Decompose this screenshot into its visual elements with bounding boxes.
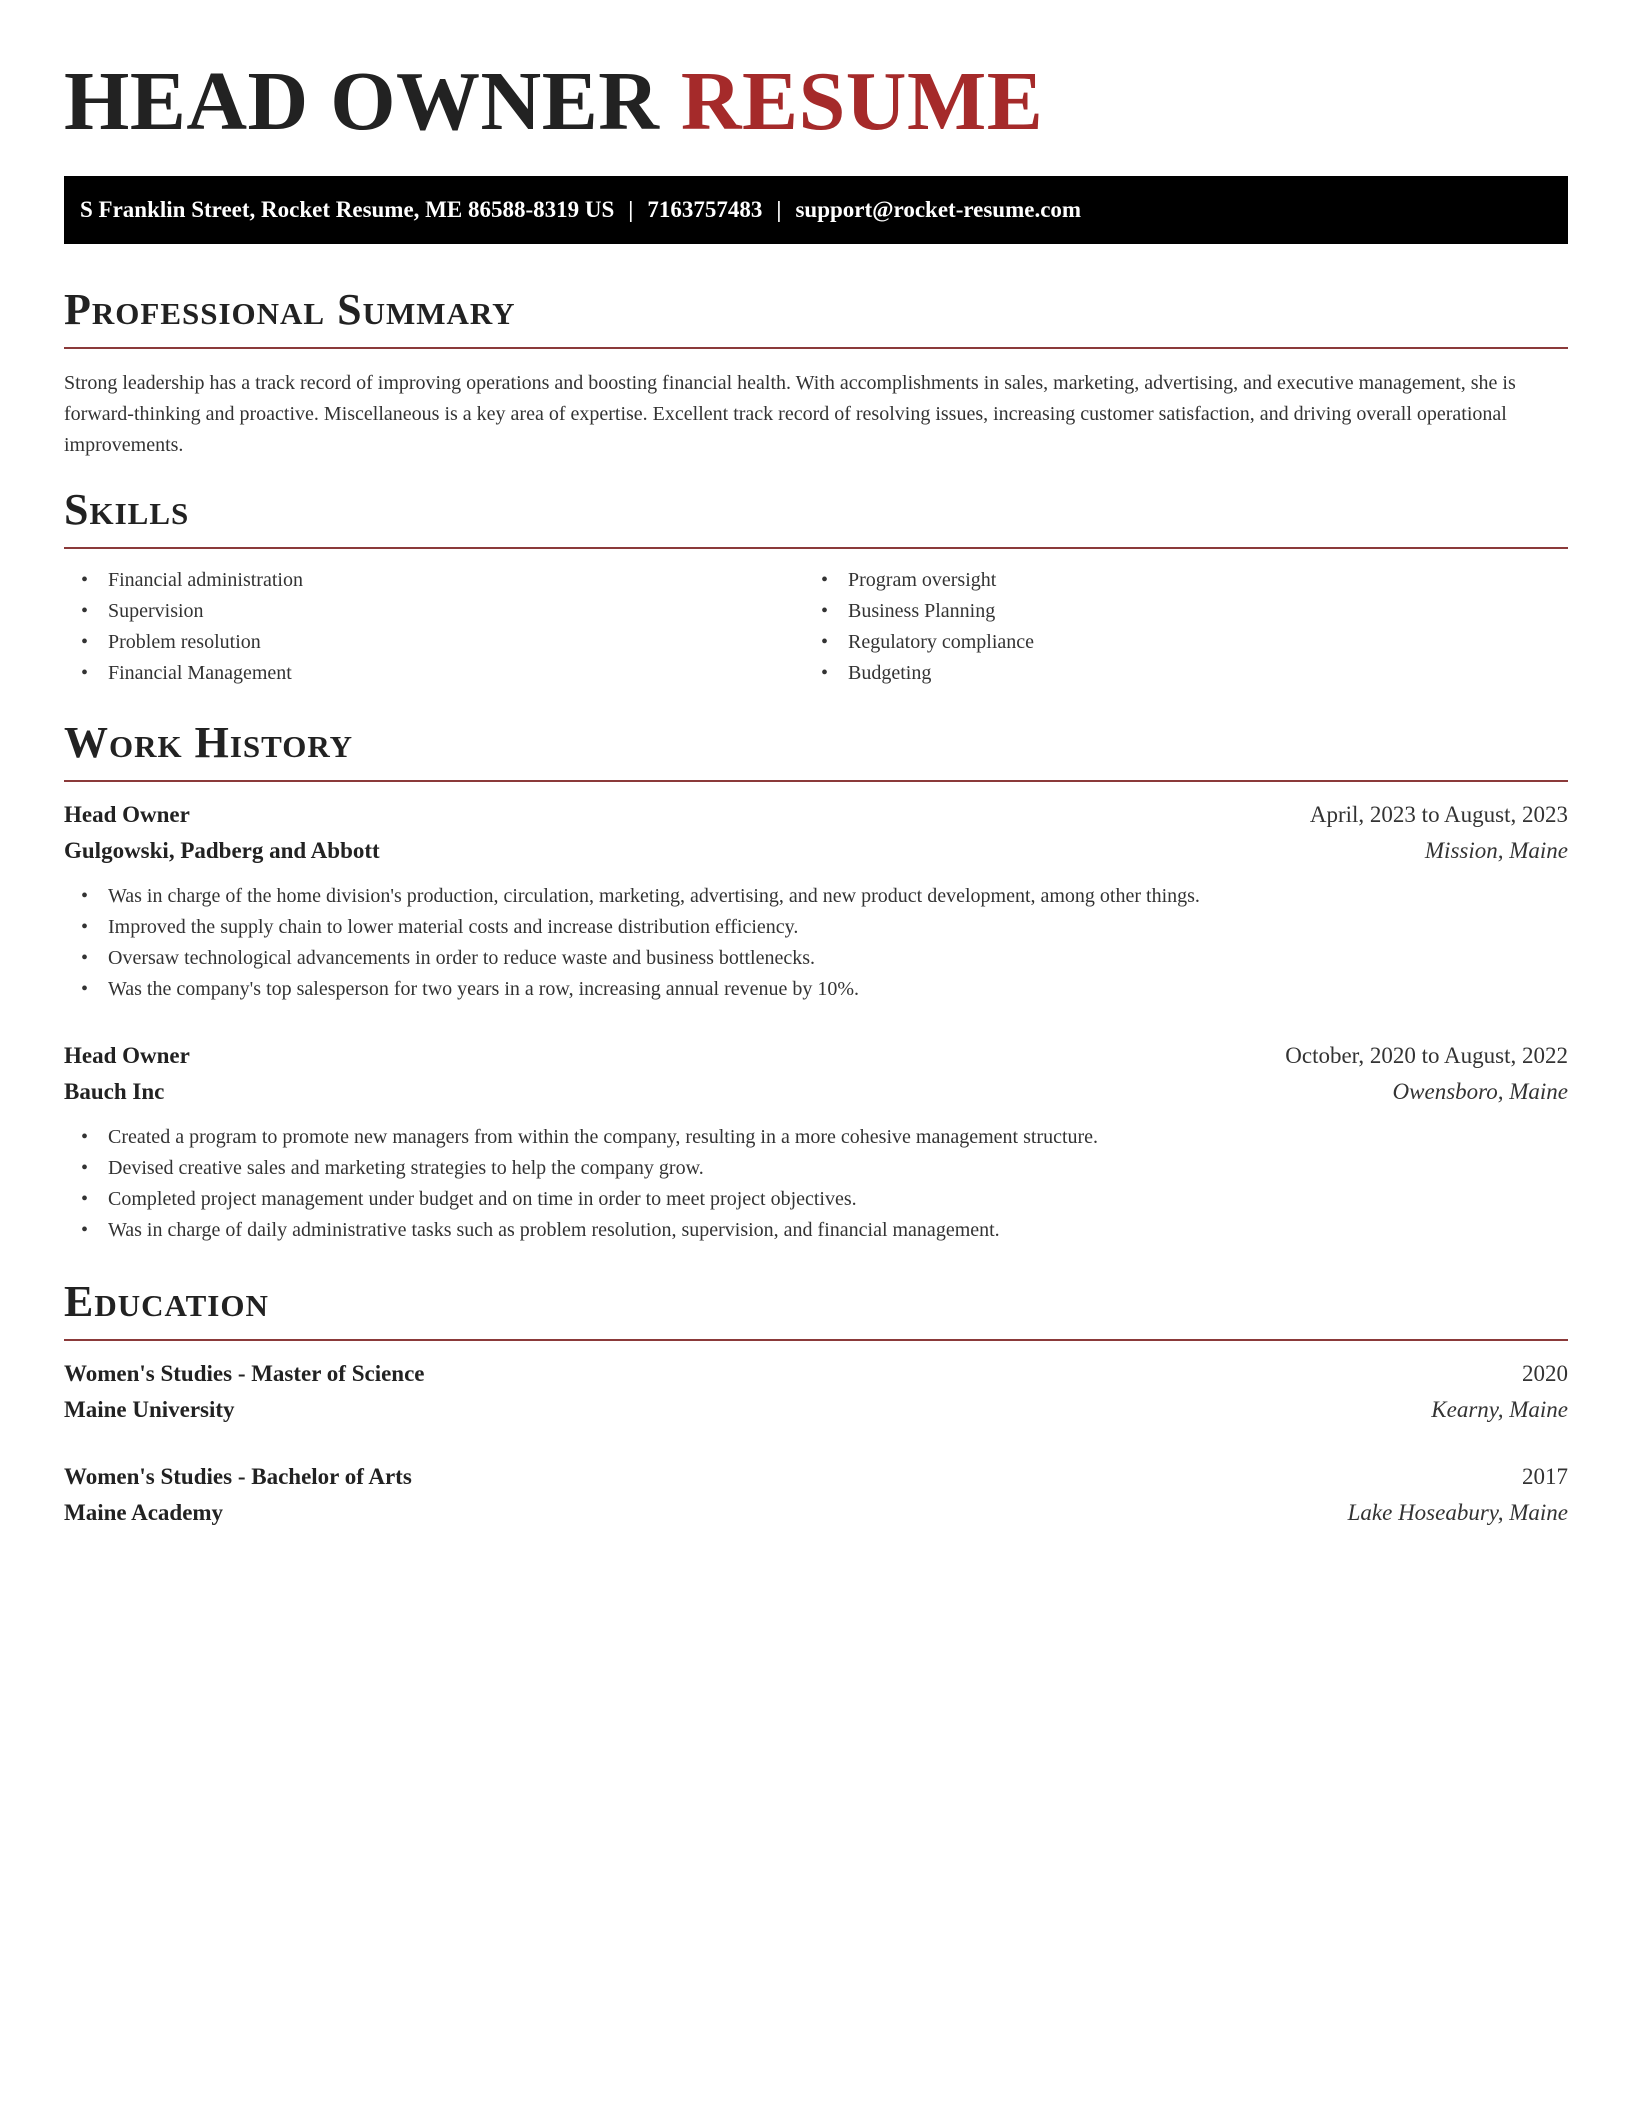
job-location: Owensboro, Maine <box>1392 1079 1568 1104</box>
skill-item: • Financial administration <box>64 565 303 596</box>
contact-bar <box>64 176 1568 244</box>
skill-item: • Supervision <box>64 596 303 627</box>
section-title-skills: Skills <box>64 485 190 534</box>
education-year: 2017 <box>1522 1464 1568 1489</box>
education-location: Lake Hoseabury, Maine <box>1347 1500 1568 1525</box>
section-divider <box>64 780 1568 782</box>
job-bullet: • Improved the supply chain to lower material costs and increase distribution efficiency. <box>64 912 1568 943</box>
skill-item: • Regulatory compliance <box>804 627 1034 658</box>
skills-column-left <box>64 565 303 689</box>
job-bullets <box>64 881 1568 1005</box>
education-school-row <box>64 1495 1568 1531</box>
section-title-summary: Professional Summary <box>64 285 516 334</box>
name-accent: RESUME <box>680 55 1044 148</box>
job-company-row <box>64 833 1568 869</box>
education-school-row <box>64 1392 1568 1428</box>
contact-address: S Franklin Street, Rocket Resume, ME 86588-8319 US <box>80 197 615 222</box>
name-main: HEAD OWNER <box>64 55 660 148</box>
education-year: 2020 <box>1522 1361 1568 1386</box>
job-company: Gulgowski, Padberg and Abbott <box>64 838 380 863</box>
job-header-row <box>64 797 1568 833</box>
education-degree-row <box>64 1459 1568 1495</box>
job-company-row <box>64 1074 1568 1110</box>
skill-item: • Business Planning <box>804 596 1034 627</box>
contact-separator: | <box>776 197 782 222</box>
job-bullet: • Devised creative sales and marketing strategies to help the company grow. <box>64 1153 1568 1184</box>
education-school: Maine Academy <box>64 1500 224 1525</box>
section-divider <box>64 1339 1568 1341</box>
job-bullet: • Was in charge of the home division's production, circulation, marketing, advertising, and new product development, among other things. <box>64 881 1568 912</box>
job-dates: October, 2020 to August, 2022 <box>1285 1043 1568 1068</box>
resume-name-heading <box>64 52 1043 152</box>
section-divider <box>64 347 1568 349</box>
job-title: Head Owner <box>64 1043 190 1068</box>
section-divider <box>64 547 1568 549</box>
skill-item: • Program oversight <box>804 565 1034 596</box>
skills-grid <box>64 565 1568 689</box>
education-degree: Women's Studies - Bachelor of Arts <box>64 1464 412 1489</box>
contact-email[interactable]: support@rocket-resume.com <box>795 197 1082 222</box>
section-title-education: Education <box>64 1277 269 1326</box>
job-dates: April, 2023 to August, 2023 <box>1309 802 1568 827</box>
contact-separator: | <box>628 197 634 222</box>
job-bullet: • Was in charge of daily administrative tasks such as problem resolution, supervision, and financial management. <box>64 1215 1568 1246</box>
skill-item: • Budgeting <box>804 658 1034 689</box>
job-bullet: • Oversaw technological advancements in order to reduce waste and business bottlenecks. <box>64 943 1568 974</box>
job-bullet: • Completed project management under budget and on time in order to meet project objectives. <box>64 1184 1568 1215</box>
summary-text: Strong leadership has a track record of improving operations and boosting financial health. With accomplishments in sales, marketing, advertising, and executive management, she is forward-thinking and proactive. Miscellaneous is a key area of expertise. Excellent track record of resolving issues, increasing customer satisfaction, and driving overall operational improvements. <box>64 372 1516 456</box>
skills-column-right <box>804 565 1034 689</box>
section-title-work-history: Work History <box>64 718 354 767</box>
job-company: Bauch Inc <box>64 1079 165 1104</box>
education-degree-row <box>64 1356 1568 1392</box>
skill-item: • Problem resolution <box>64 627 303 658</box>
education-school: Maine University <box>64 1397 235 1422</box>
job-bullet: • Created a program to promote new managers from within the company, resulting in a more cohesive management structure. <box>64 1122 1568 1153</box>
contact-phone: 7163757483 <box>647 197 763 222</box>
job-header-row <box>64 1038 1568 1074</box>
education-degree: Women's Studies - Master of Science <box>64 1361 425 1386</box>
job-location: Mission, Maine <box>1424 838 1568 863</box>
job-bullets <box>64 1122 1568 1246</box>
job-bullet: • Was the company's top salesperson for two years in a row, increasing annual revenue by 10%. <box>64 974 1568 1005</box>
education-location: Kearny, Maine <box>1431 1397 1568 1422</box>
skill-item: • Financial Management <box>64 658 303 689</box>
job-title: Head Owner <box>64 802 190 827</box>
